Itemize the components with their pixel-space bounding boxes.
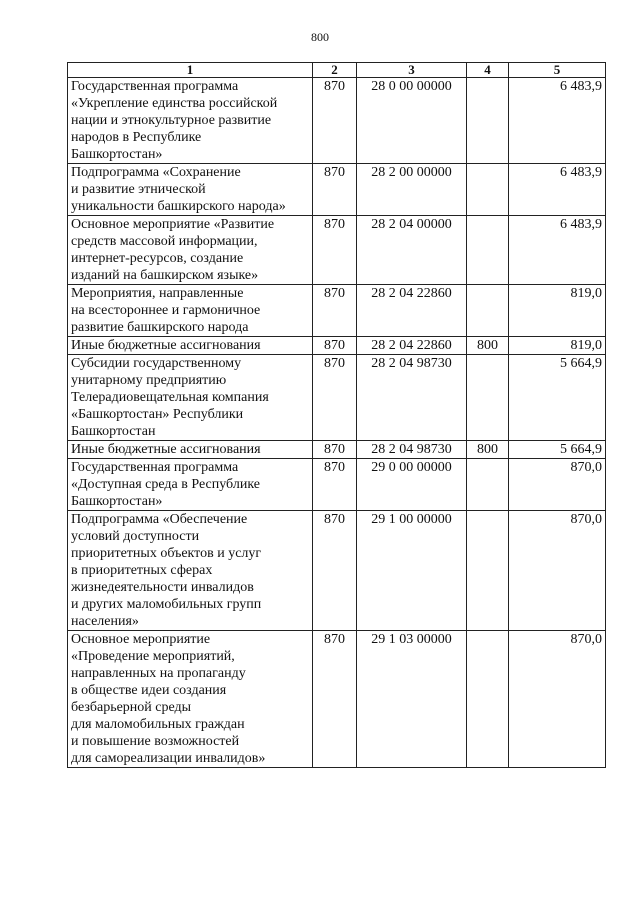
row-code-cell: 28 2 04 22860: [357, 285, 467, 337]
row-amount-cell: 870,0: [509, 511, 606, 631]
row-amount-cell: 870,0: [509, 459, 606, 511]
budget-table: [67, 62, 606, 768]
row-ministry-cell: 870: [313, 511, 357, 631]
column-header-1: 1: [68, 63, 313, 78]
row-amount-cell: 6 483,9: [509, 78, 606, 164]
row-name-cell: Государственная программа «Укрепление единства российской нации и этнокультурное развитие народов в Республике Башкортостан»: [68, 78, 313, 164]
row-type-cell: [467, 78, 509, 164]
row-ministry-cell: 870: [313, 441, 357, 459]
table-row: [68, 459, 606, 511]
row-amount-cell: 6 483,9: [509, 216, 606, 285]
column-header-3: 3: [357, 63, 467, 78]
row-amount-cell: 5 664,9: [509, 355, 606, 441]
row-amount-cell: 6 483,9: [509, 164, 606, 216]
page-number: 800: [311, 30, 329, 44]
column-header-4: 4: [467, 63, 509, 78]
row-type-cell: 800: [467, 441, 509, 459]
row-name-cell: Основное мероприятие «Развитие средств массовой информации, интернет-ресурсов, создание изданий на башкирском языке»: [68, 216, 313, 285]
column-header-2: 2: [313, 63, 357, 78]
row-type-cell: [467, 216, 509, 285]
row-amount-cell: 819,0: [509, 285, 606, 337]
row-ministry-cell: 870: [313, 285, 357, 337]
table-header-row: [68, 63, 606, 78]
row-code-cell: 28 2 04 00000: [357, 216, 467, 285]
row-type-cell: 800: [467, 337, 509, 355]
column-header-5: 5: [509, 63, 606, 78]
row-name-cell: Субсидии государственному унитарному предприятию Телерадиовещательная компания «Башкортостан» Республики Башкортостан: [68, 355, 313, 441]
table-row: [68, 78, 606, 164]
table-row: [68, 337, 606, 355]
row-name-cell: Государственная программа «Доступная среда в Республике Башкортостан»: [68, 459, 313, 511]
row-code-cell: 28 2 04 98730: [357, 441, 467, 459]
row-code-cell: 29 1 03 00000: [357, 631, 467, 768]
row-code-cell: 29 1 00 00000: [357, 511, 467, 631]
row-name-cell: Подпрограмма «Сохранение и развитие этнической уникальности башкирского народа»: [68, 164, 313, 216]
row-amount-cell: 819,0: [509, 337, 606, 355]
row-ministry-cell: 870: [313, 355, 357, 441]
row-ministry-cell: 870: [313, 78, 357, 164]
row-ministry-cell: 870: [313, 164, 357, 216]
row-amount-cell: 5 664,9: [509, 441, 606, 459]
row-ministry-cell: 870: [313, 216, 357, 285]
row-amount-cell: 870,0: [509, 631, 606, 768]
row-code-cell: 28 2 04 22860: [357, 337, 467, 355]
table-row: [68, 441, 606, 459]
table-row: [68, 164, 606, 216]
row-type-cell: [467, 164, 509, 216]
row-name-cell: Подпрограмма «Обеспечение условий доступности приоритетных объектов и услуг в приоритетных сферах жизнедеятельности инвалидов и других маломобильных групп населения»: [68, 511, 313, 631]
table-row: [68, 216, 606, 285]
row-code-cell: 28 2 00 00000: [357, 164, 467, 216]
row-name-cell: Основное мероприятие «Проведение мероприятий, направленных на пропаганду в обществе идеи создания безбарьерной среды для маломобильных граждан и повышение возможностей для самореализации инвалидов»: [68, 631, 313, 768]
table-row: [68, 355, 606, 441]
row-name-cell: Иные бюджетные ассигнования: [68, 337, 313, 355]
row-ministry-cell: 870: [313, 459, 357, 511]
row-ministry-cell: 870: [313, 631, 357, 768]
row-ministry-cell: 870: [313, 337, 357, 355]
row-type-cell: [467, 459, 509, 511]
row-type-cell: [467, 285, 509, 337]
table-row: [68, 285, 606, 337]
table-row: [68, 631, 606, 768]
row-name-cell: Иные бюджетные ассигнования: [68, 441, 313, 459]
row-code-cell: 28 2 04 98730: [357, 355, 467, 441]
row-type-cell: [467, 511, 509, 631]
row-name-cell: Мероприятия, направленные на всестороннее и гармоничное развитие башкирского народа: [68, 285, 313, 337]
row-code-cell: 29 0 00 00000: [357, 459, 467, 511]
row-type-cell: [467, 355, 509, 441]
row-type-cell: [467, 631, 509, 768]
row-code-cell: 28 0 00 00000: [357, 78, 467, 164]
table-row: [68, 511, 606, 631]
